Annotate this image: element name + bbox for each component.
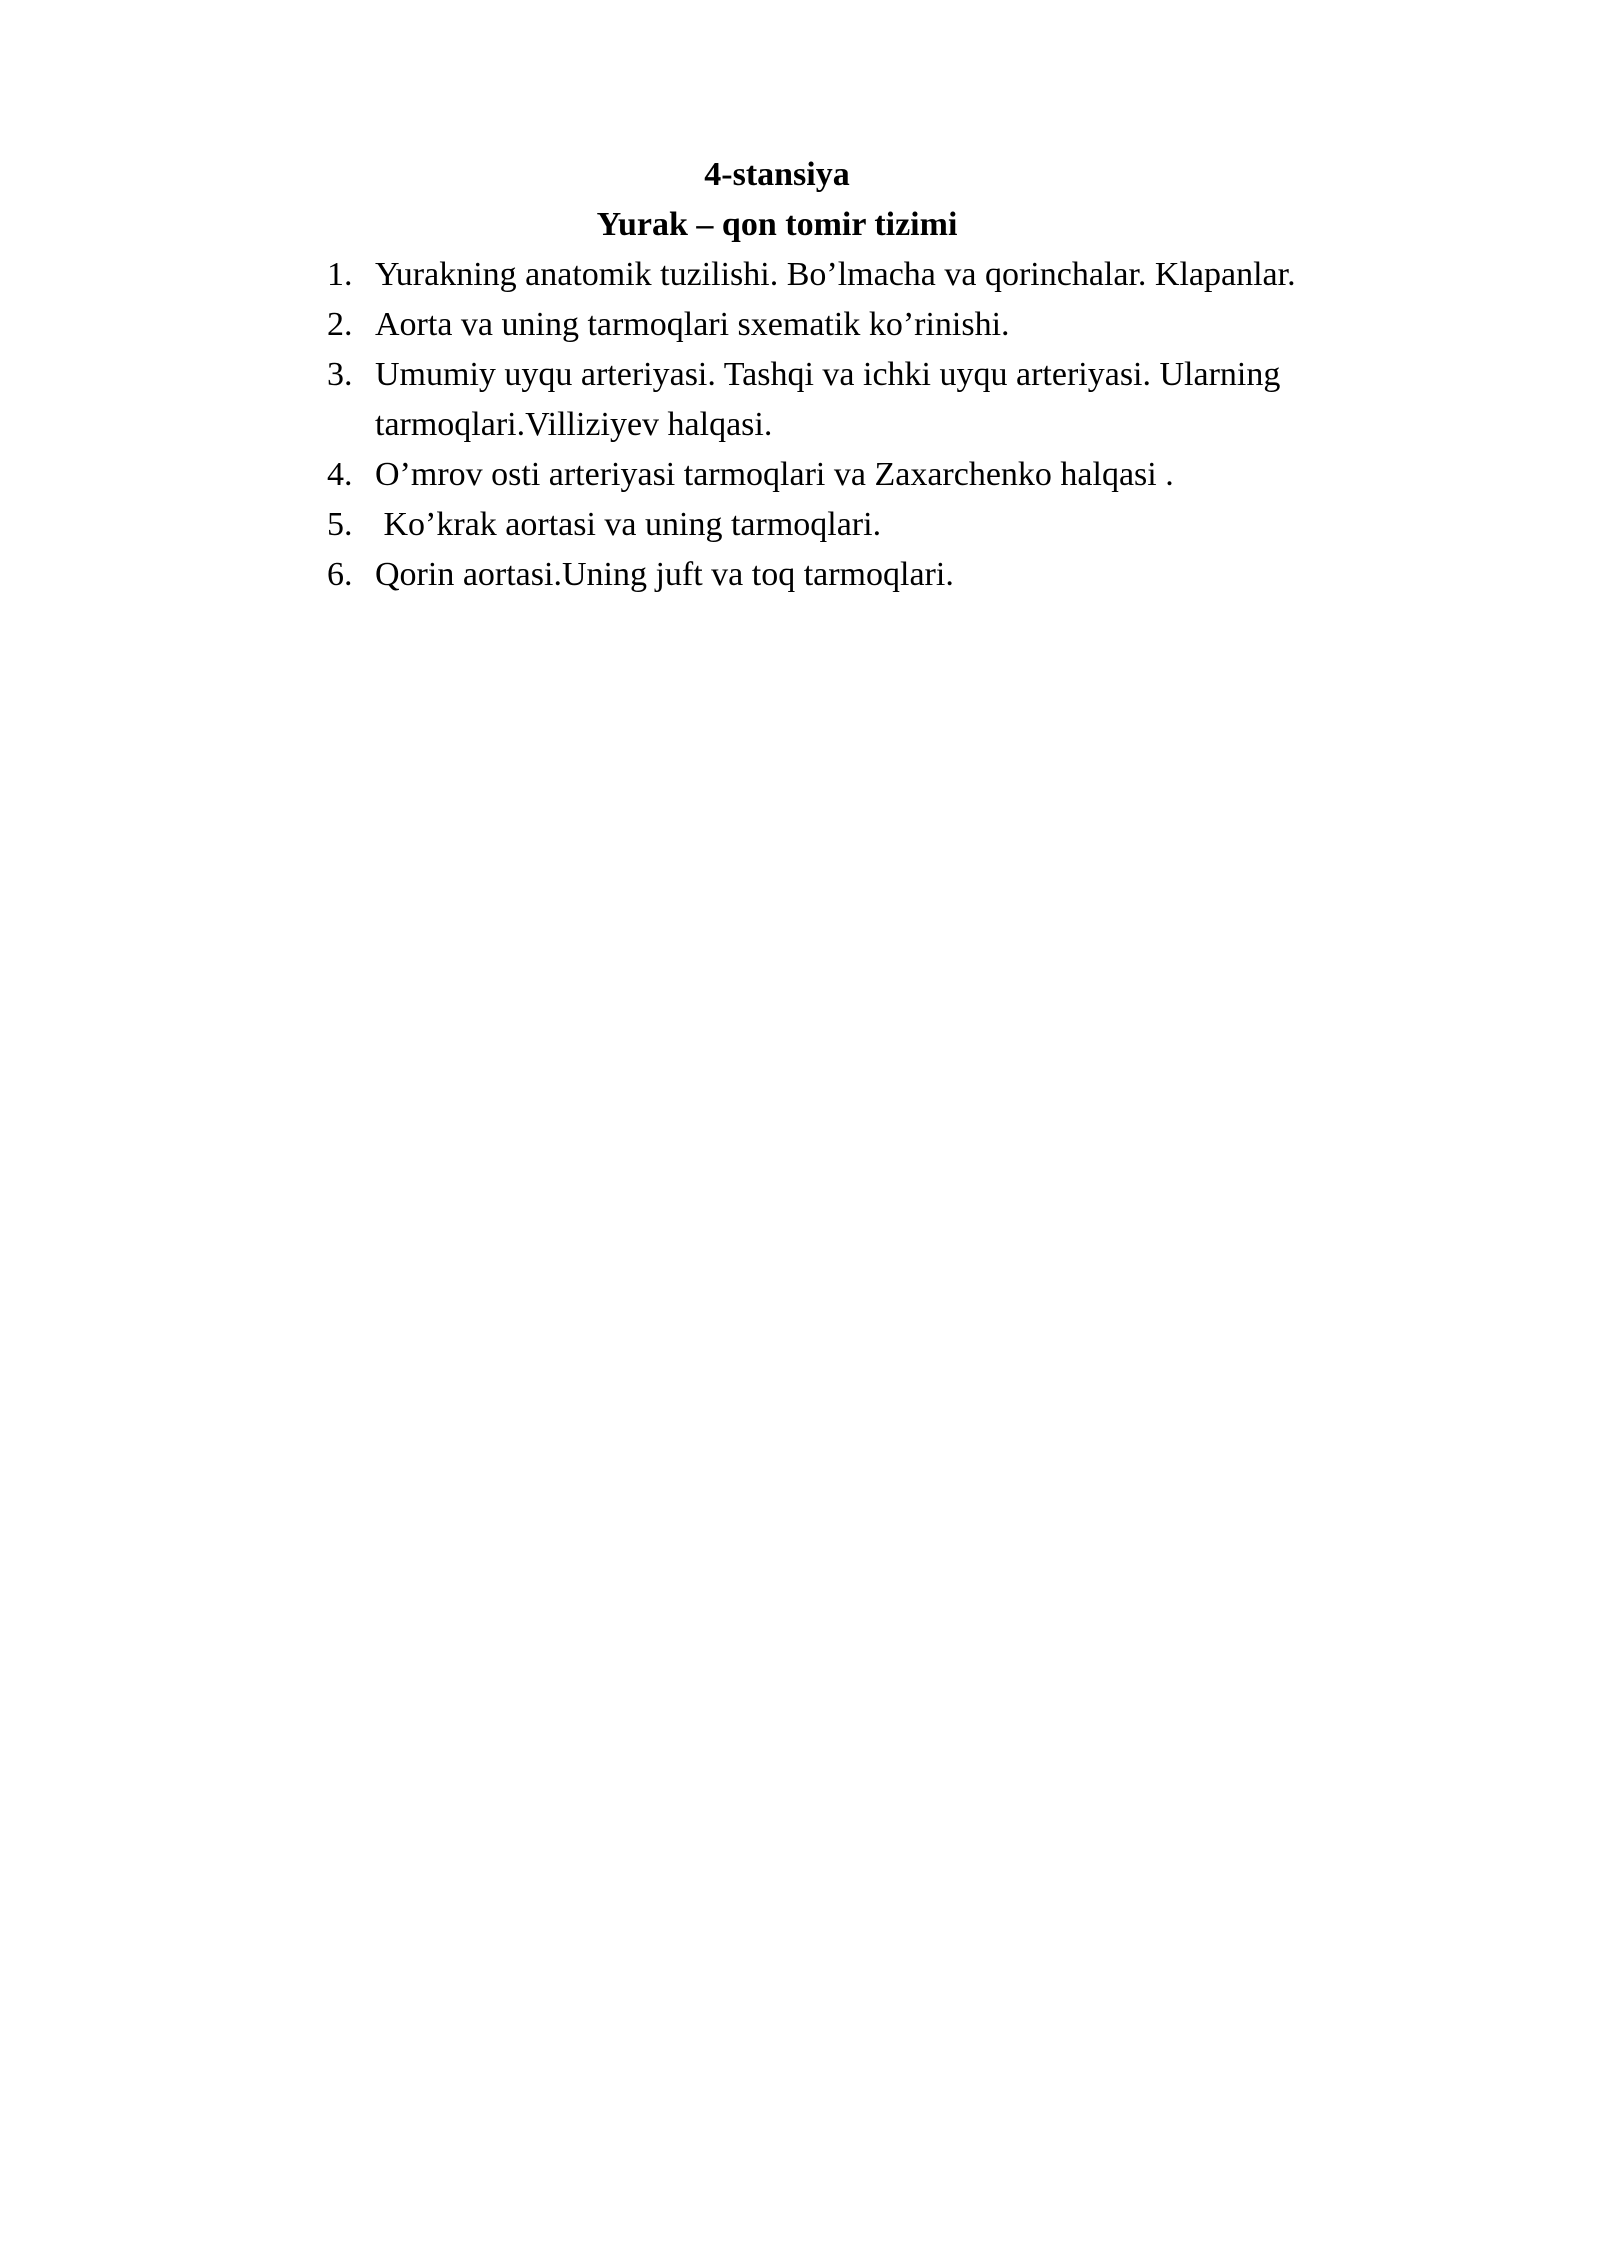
- list-item-number: 2.: [327, 306, 353, 343]
- list-item-text: O’mrov osti arteriyasi tarmoqlari va Zaxarchenko halqasi .: [375, 456, 1174, 493]
- list-item: [327, 300, 1427, 350]
- list-item-text: Ko’krak aortasi va uning tarmoqlari.: [375, 506, 882, 543]
- list-item: [327, 450, 1427, 500]
- list-item-text: Qorin aortasi.Uning juft va toq tarmoqlari.: [375, 556, 954, 593]
- list-item: [327, 250, 1427, 300]
- list-item-number: 4.: [327, 456, 353, 493]
- list-item: [327, 500, 1427, 550]
- page-subtitle: Yurak – qon tomir tizimi: [596, 206, 958, 243]
- list-item-text: Yurakning anatomik tuzilishi. Bo’lmacha va qorinchalar. Klapanlar.: [375, 256, 1296, 293]
- list-item-text: Umumiy uyqu arteriyasi. Tashqi va ichki uyqu arteriyasi. Ularning tarmoqlari.Villiziyev halqasi.: [375, 356, 1289, 443]
- list-item-number: 6.: [327, 556, 353, 593]
- document-content: [327, 150, 1427, 600]
- topic-list: [327, 250, 1427, 600]
- page-title: 4-stansiya: [704, 156, 850, 193]
- list-item-text: Aorta va uning tarmoqlari sxematik ko’rinishi.: [375, 306, 1010, 343]
- list-item: [327, 350, 1427, 450]
- list-item-number: 1.: [327, 256, 353, 293]
- list-item: [327, 550, 1427, 600]
- list-item-number: 3.: [327, 356, 353, 393]
- list-item-number: 5.: [327, 506, 353, 543]
